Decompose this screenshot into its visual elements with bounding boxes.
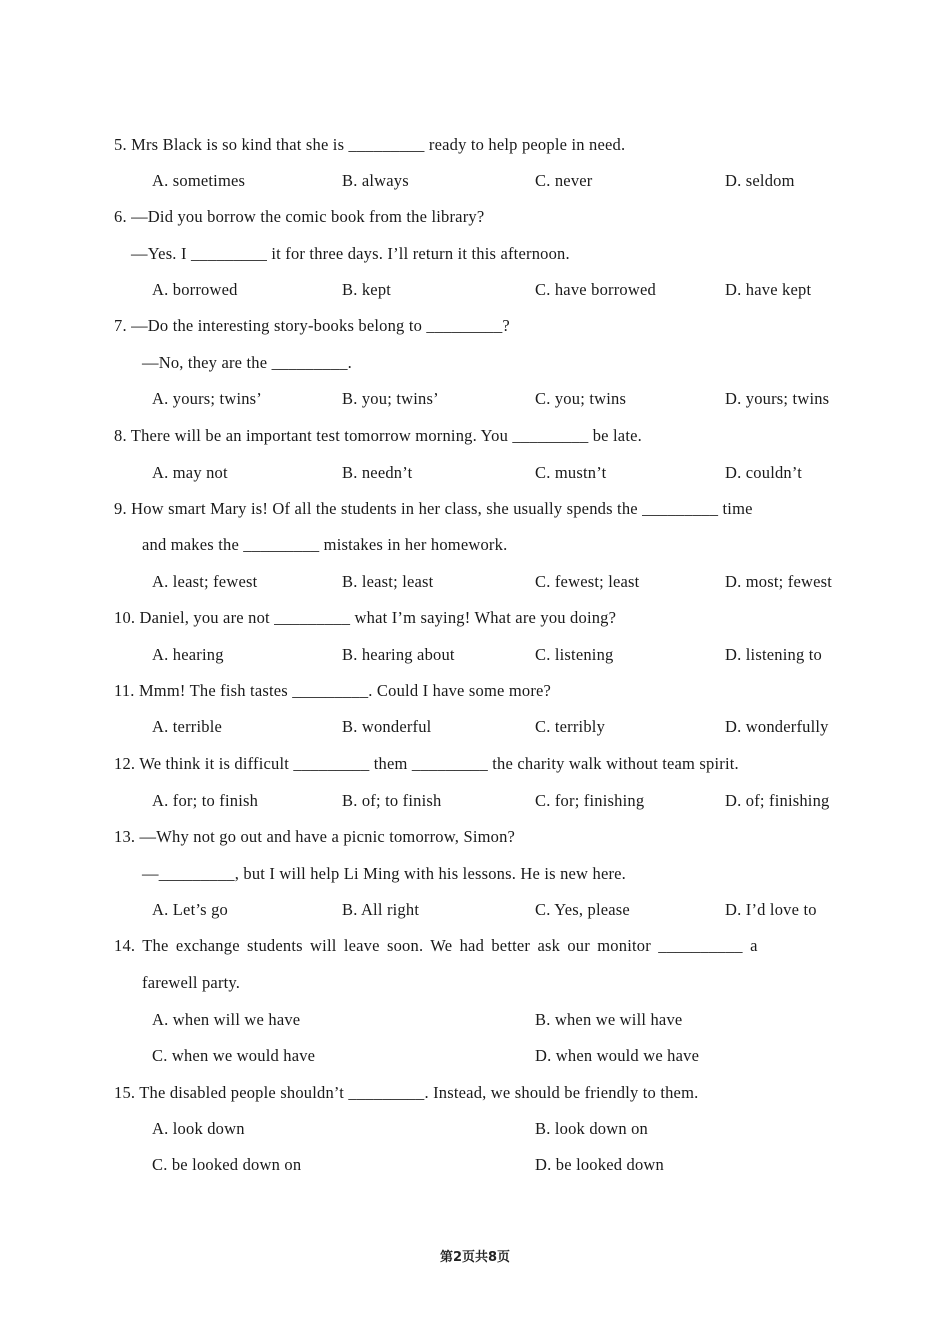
question-9-stem: 9. How smart Mary is! Of all the students in her class, she usually spends the _________ time [114,499,753,518]
q12-option-d: D. of; finishing [725,791,830,810]
question-5-stem: 5. Mrs Black is so kind that she is _________ ready to help people in need. [114,135,626,154]
question-9-continued: and makes the _________ mistakes in her homework. [142,535,508,554]
q5-option-c: C. never [535,171,593,190]
q6-option-b: B. kept [342,280,392,299]
q6-option-a: A. borrowed [152,280,238,299]
q15-option-a: A. look down [152,1119,245,1138]
page-number-footer: 第2页共8页 [439,1250,511,1265]
q12-option-a: A. for; to finish [152,791,259,810]
q10-option-b: B. hearing about [342,645,455,664]
q10-option-d: D. listening to [725,645,822,664]
q7-option-b: B. you; twins’ [342,389,439,408]
q11-option-b: B. wonderful [342,717,432,736]
q10-option-a: A. hearing [152,645,224,664]
q12-option-c: C. for; finishing [535,791,645,810]
q7-option-c: C. you; twins [535,389,627,408]
question-14-stem: 14. The exchange students will leave soon. We had better ask our monitor __________ a [114,936,758,955]
q10-option-c: C. listening [535,645,614,664]
q15-option-c: C. be looked down on [152,1155,302,1174]
q15-option-d: D. be looked down [535,1155,664,1174]
q12-option-b: B. of; to finish [342,791,442,810]
q11-option-d: D. wonderfully [725,717,829,736]
q14-option-d: D. when would we have [535,1046,700,1065]
q11-option-c: C. terribly [535,717,606,736]
q7-option-d: D. yours; twins [725,389,830,408]
q8-option-d: D. couldn’t [725,463,803,482]
q6-option-c: C. have borrowed [535,280,656,299]
question-6-stem: 6. —Did you borrow the comic book from the library? [114,207,485,226]
question-7-stem: 7. —Do the interesting story-books belong to _________? [114,316,510,335]
q9-option-c: C. fewest; least [535,572,640,591]
question-15-stem: 15. The disabled people shouldn’t _________. Instead, we should be friendly to them. [114,1083,699,1102]
q5-option-a: A. sometimes [152,171,246,190]
q13-option-c: C. Yes, please [535,900,630,919]
q5-option-b: B. always [342,171,409,190]
q9-option-d: D. most; fewest [725,572,833,591]
q13-option-d: D. I’d love to [725,900,817,919]
q8-option-b: B. needn’t [342,463,413,482]
question-11-stem: 11. Mmm! The fish tastes _________. Could I have some more? [114,681,552,700]
question-13-stem: 13. —Why not go out and have a picnic tomorrow, Simon? [114,827,516,846]
q14-option-b: B. when we will have [535,1010,683,1029]
q5-option-d: D. seldom [725,171,795,190]
q13-option-b: B. All right [342,900,420,919]
q7-option-a: A. yours; twins’ [152,389,262,408]
q14-option-a: A. when will we have [152,1010,301,1029]
q13-option-a: A. Let’s go [152,900,228,919]
q11-option-a: A. terrible [152,717,223,736]
q14-option-c: C. when we would have [152,1046,316,1065]
question-13-reply: —_________, but I will help Li Ming with his lessons. He is new here. [142,864,627,883]
q15-option-b: B. look down on [535,1119,649,1138]
q6-option-d: D. have kept [725,280,812,299]
q8-option-a: A. may not [152,463,228,482]
question-10-stem: 10. Daniel, you are not _________ what I’m saying! What are you doing? [114,608,617,627]
question-8-stem: 8. There will be an important test tomorrow morning. You _________ be late. [114,426,642,445]
q9-option-a: A. least; fewest [152,572,258,591]
q8-option-c: C. mustn’t [535,463,607,482]
question-12-stem: 12. We think it is difficult _________ them _________ the charity walk without team spirit. [114,754,739,773]
question-14-continued: farewell party. [142,973,241,992]
q9-option-b: B. least; least [342,572,434,591]
question-6-reply: —Yes. I _________ it for three days. I’ll return it this afternoon. [131,244,570,263]
question-7-reply: —No, they are the _________. [142,353,352,372]
